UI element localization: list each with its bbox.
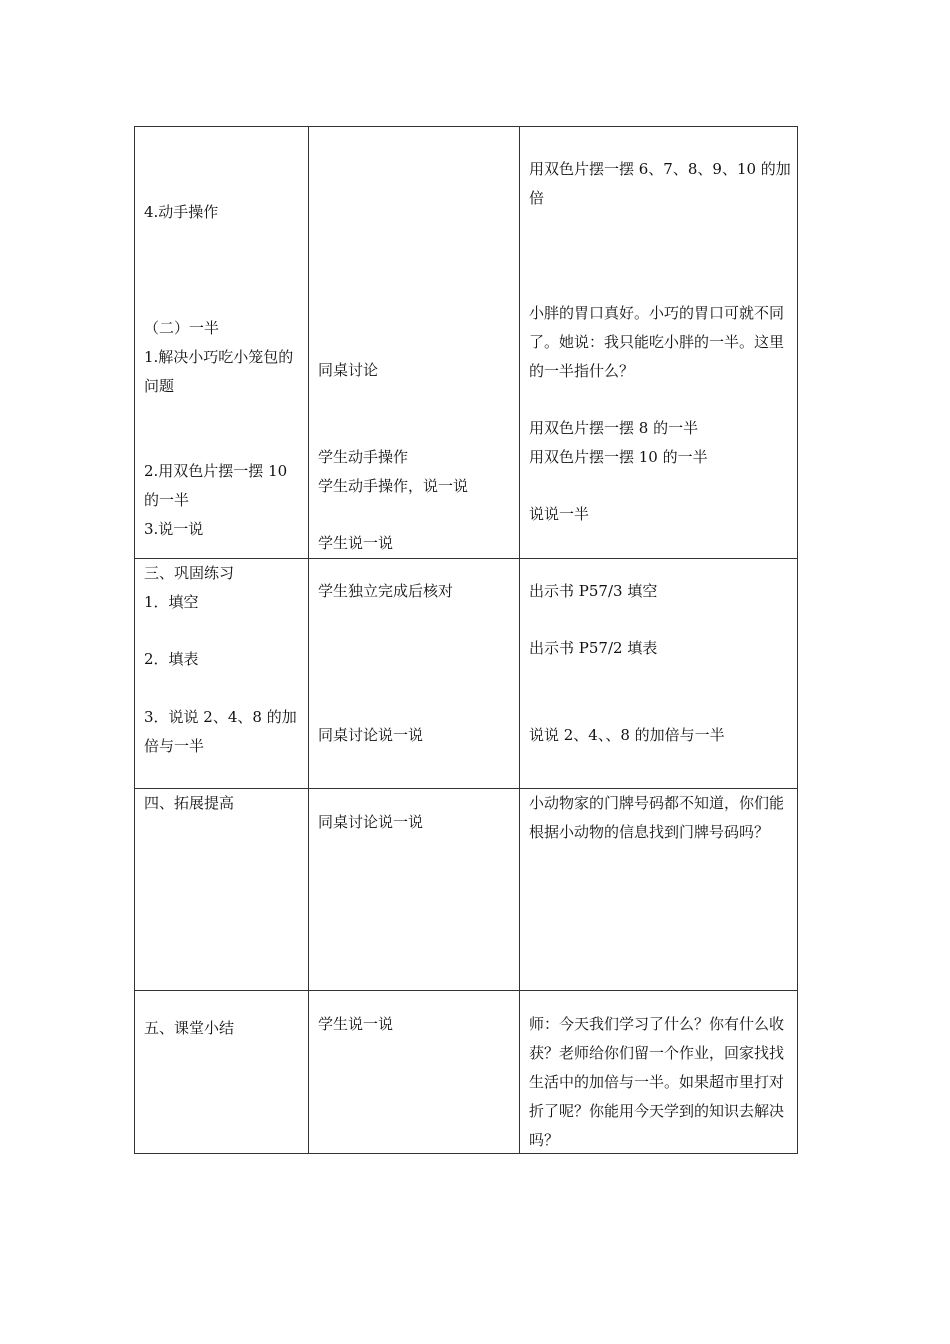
table-border-left [134, 126, 135, 1154]
practice-fill-blanks: 1．填空 [144, 593, 199, 611]
column-divider-2 [519, 126, 520, 1154]
table-border-right [797, 126, 798, 1154]
teacher-door-number: 小动物家的门牌号码都不知道，你们能根据小动物的信息找到门牌号码吗？ [529, 794, 785, 841]
teacher-say-double-half: 说说 2、4、、8 的加倍与一半 [529, 726, 725, 744]
step-say: 3.说一说 [144, 520, 204, 538]
teacher-half-of-ten: 用双色片摆一摆 10 的一半 [529, 448, 708, 466]
step-solve-problem: 1.解决小巧吃小笼包的问题 [144, 348, 294, 395]
section-practice-heading: 三、巩固练习 [144, 564, 235, 582]
row-divider-3 [134, 990, 798, 991]
activity-discuss: 同桌讨论 [318, 361, 379, 379]
activity-hands-on-say: 学生动手操作，说一说 [318, 477, 469, 495]
activity-discuss-say: 同桌讨论说一说 [318, 726, 424, 744]
teacher-book-table: 出示书 P57/2 填表 [529, 639, 658, 657]
lesson-plan-table [134, 126, 798, 1154]
activity-say: 学生说一说 [318, 534, 394, 552]
section-summary-heading: 五、课堂小结 [144, 1019, 235, 1037]
teacher-doubling-task: 用双色片摆一摆 6、7、8、9、10 的加倍 [529, 160, 791, 207]
teacher-book-fill: 出示书 P57/3 填空 [529, 582, 658, 600]
column-divider-1 [308, 126, 309, 1154]
section-half-heading: （二）一半 [144, 319, 220, 337]
teacher-half-of-eight: 用双色片摆一摆 8 的一半 [529, 419, 699, 437]
teacher-summary: 师：今天我们学习了什么？你有什么收获？老师给你们留一个作业，回家找找生活中的加倍与一半。如果超市里打对折了呢？你能用今天学到的知识去解决吗？ [529, 1015, 785, 1149]
step-half-of-ten: 2.用双色片摆一摆 10 的一半 [144, 462, 288, 509]
activity-extension: 同桌讨论说一说 [318, 813, 424, 831]
activity-hands-on: 学生动手操作 [318, 448, 409, 466]
section-extension-heading: 四、拓展提高 [144, 794, 235, 812]
activity-summary: 学生说一说 [318, 1015, 394, 1033]
activity-independent-check: 学生独立完成后核对 [318, 582, 454, 600]
teacher-half-question: 小胖的胃口真好。小巧的胃口可就不同了。她说：我只能吃小胖的一半。这里的一半指什么？ [529, 304, 785, 380]
practice-say-double-half: 3．说说 2、4、8 的加倍与一半 [144, 708, 297, 755]
practice-fill-table: 2．填表 [144, 650, 199, 668]
teacher-say-half: 说说一半 [529, 505, 590, 523]
table-border-top [134, 126, 798, 127]
step-hands-on: 4.动手操作 [144, 203, 219, 221]
